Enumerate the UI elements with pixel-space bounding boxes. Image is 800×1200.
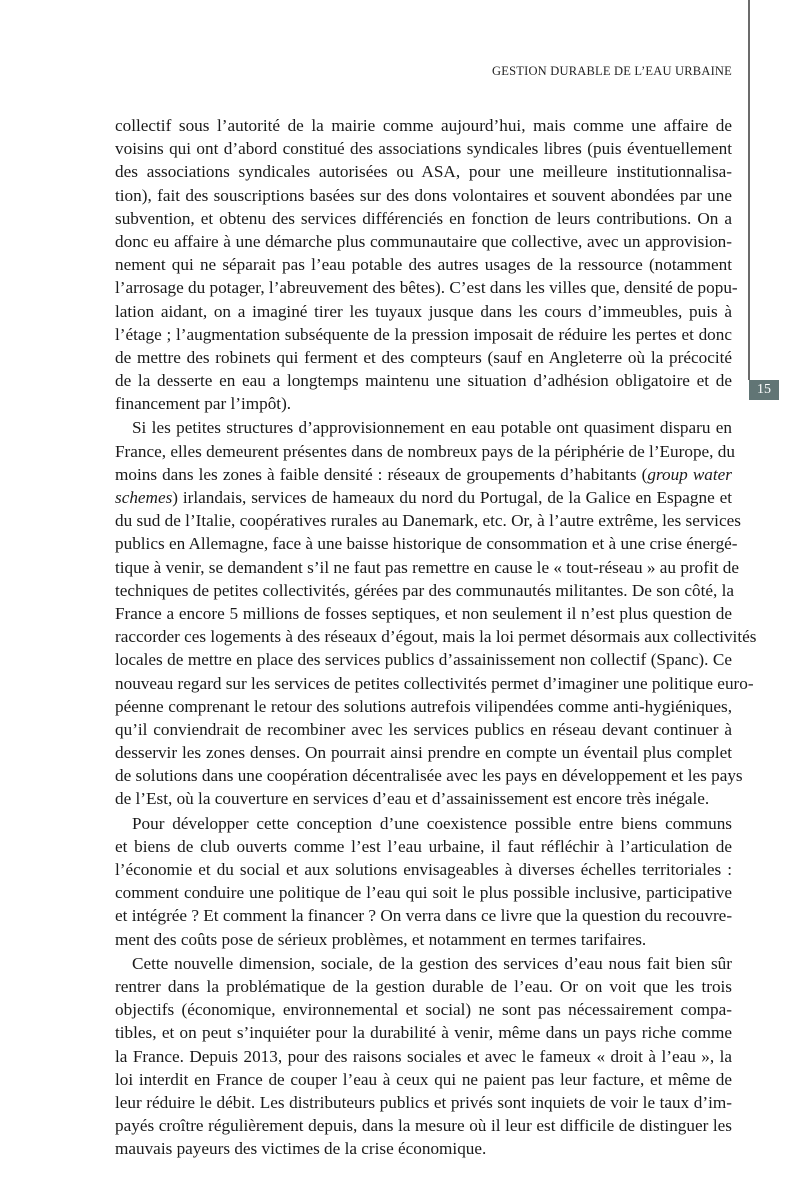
text-line: du sud de l’Italie, coopératives rurales au Danemark, etc. Or, à l’autre extrême, les services: [115, 511, 741, 531]
text-line: subvention, et obtenu des services différenciés en fonction de leurs contributions. On a: [115, 208, 732, 228]
text-line: et intégrée ? Et comment la financer ? On verra dans ce livre que la question du recouvre-: [115, 906, 733, 926]
text-line: loi interdit en France de couper l’eau à ceux qui ne paient pas leur facture, et même de: [115, 1069, 732, 1089]
text-line: ment des coûts pose de sérieux problèmes, et notamment en termes tarifaires.: [115, 929, 647, 949]
text-line: techniques de petites collectivités, gérées par des communautés militantes. De son côté, la: [115, 580, 735, 600]
text-line: Si les petites structures d’approvisionnement en eau potable ont quasiment disparu en: [132, 418, 732, 438]
text-line: Pour développer cette conception d’une coexistence possible entre biens communs: [132, 813, 732, 833]
text-line: collectif sous l’autorité de la mairie comme aujourd’hui, mais comme une affaire de: [115, 116, 732, 135]
text-line: de la desserte en eau a longtemps maintenu une situation d’adhésion obligatoire et de: [115, 371, 732, 391]
text-line: mauvais payeurs des victimes de la crise économique.: [115, 1139, 487, 1159]
text-line: qu’il conviendrait de recombiner avec les services publics en réseau devant continuer à: [115, 719, 732, 739]
text-line: donc eu affaire à une démarche plus communautaire que collective, avec un approvision-: [115, 231, 732, 251]
paragraph: [115, 812, 732, 951]
text-line: raccorder ces logements à des réseaux d’égout, mais la loi permet désormais aux collectivités: [115, 627, 757, 647]
text-line: comment conduire une politique de l’eau qui soit le plus possible inclusive, participative: [115, 883, 732, 903]
text-line: de solutions dans une coopération décentralisée avec les pays en développement et les pays: [115, 766, 743, 786]
page-number: 15: [749, 380, 779, 400]
text-line: péenne comprenant le retour des solutions autrefois vilipendées comme anti-hygiéniques,: [115, 696, 732, 716]
italic-text: schemes: [115, 488, 173, 507]
text-line: l’arrosage du potager, l’abreuvement des bêtes). C’est dans les villes que, densité de popu-: [115, 278, 738, 298]
paragraph: [115, 114, 738, 415]
text-segment: ) irlandais, services de hameaux du nord du Portugal, de la Galice en Espagne et: [172, 488, 732, 507]
text-line: nouveau regard sur les services de petites collectivités permet d’imaginer une politique euro-: [115, 673, 754, 693]
paragraph: [115, 416, 757, 810]
italic-text: group water: [647, 464, 732, 484]
margin-rule: [748, 0, 750, 380]
text-line: lation aidant, on a imaginé tirer les tuyaux jusque dans les cours d’immeubles, puis à: [115, 301, 732, 321]
text-line: nement qui ne séparait pas l’eau potable des autres usages de la ressource (notamment: [115, 255, 732, 275]
text-line: [115, 463, 732, 486]
text-line: voisins qui ont d’abord constitué des associations syndicales libres (puis éventuellement: [115, 139, 732, 159]
text-line: financement par l’impôt).: [115, 394, 292, 414]
text-line: tion), fait des souscriptions basées sur des dons volontaires et souvent abondées par une: [115, 185, 732, 205]
text-line: Cette nouvelle dimension, sociale, de la gestion des services d’eau nous fait bien sûr: [132, 953, 732, 973]
text-line: tique à venir, se demandent s’il ne faut pas remettre en cause le « tout-réseau » au profit de: [115, 557, 740, 577]
body-text: [115, 114, 757, 1160]
text-line: de l’Est, où la couverture en services d’eau et d’assainissement est encore très inégale.: [115, 789, 710, 809]
text-line: France, elles demeurent présentes dans de nombreux pays de la périphérie de l’Europe, du: [115, 441, 735, 461]
text-line: [115, 486, 732, 509]
text-line: payés croître régulièrement depuis, dans la mesure où il leur est difficile de distinguer les: [115, 1116, 732, 1136]
text-line: objectifs (économique, environnemental et social) ne sont pas nécessairement compa-: [115, 1000, 732, 1020]
text-line: rentrer dans la problématique de la gestion durable de l’eau. Or on voit que les trois: [115, 976, 732, 996]
text-segment: moins dans les zones à faible densité : réseaux de groupements d’habitants (: [115, 464, 648, 484]
text-line: France a encore 5 millions de fosses septiques, et non seulement il n’est plus question de: [115, 603, 732, 623]
text-line: tibles, et on peut s’inquiéter pour la durabilité à venir, même dans un pays riche comme: [115, 1023, 732, 1043]
text-line: de mettre des robinets qui ferment et des compteurs (sauf en Angleterre où la précocité: [115, 347, 732, 367]
text-line: des associations syndicales autorisées ou ASA, pour une meilleure institutionnalisa-: [115, 162, 732, 182]
text-line: desservir les zones denses. On pourrait ainsi prendre en compte un éventail plus complet: [115, 743, 732, 763]
text-line: publics en Allemagne, face à une baisse historique de consommation et à une crise énergé-: [115, 534, 738, 554]
text-line: l’étage ; l’augmentation subséquente de la pression imposait de réduire les pertes et donc: [115, 324, 732, 344]
paragraph: [115, 952, 732, 1161]
text-line: et biens de club ouverts comme l’est l’eau urbaine, il faut réfléchir à l’articulation de: [115, 836, 732, 856]
text-line: locales de mettre en place des services publics d’assainissement non collectif (Spanc). Ce: [115, 650, 732, 670]
text-line: la France. Depuis 2013, pour des raisons sociales et avec le fameux « droit à l’eau », la: [115, 1046, 732, 1066]
text-line: leur réduire le débit. Les distributeurs publics et privés sont inquiets de voir le taux d’im-: [115, 1092, 732, 1112]
running-head: GESTION DURABLE DE L’EAU URBAINE: [492, 64, 732, 78]
text-line: l’économie et du social et aux solutions envisageables à diverses échelles territoriales :: [115, 860, 732, 879]
